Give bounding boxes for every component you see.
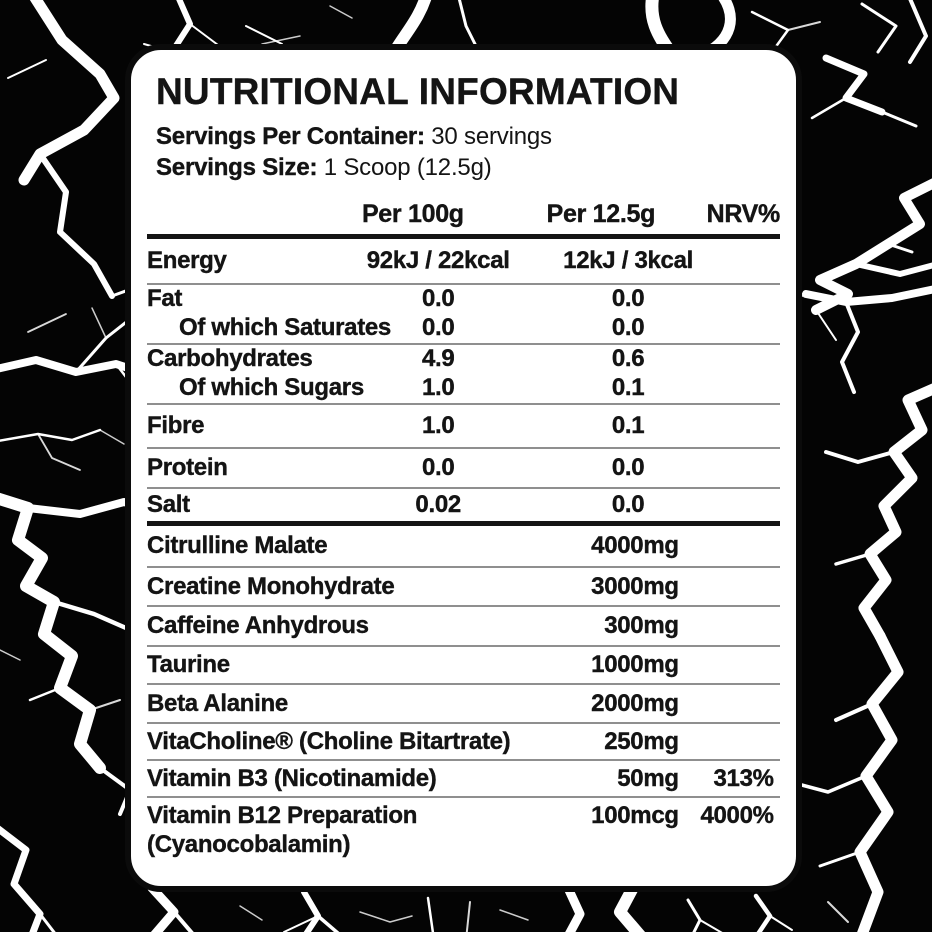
table-row-vitamin-b3 bbox=[147, 761, 780, 798]
nutrient-name: Of which Saturates bbox=[179, 314, 391, 341]
table-row-citrulline-malate bbox=[147, 526, 780, 568]
table-row-sugars bbox=[147, 373, 780, 405]
nutrient-per-100g: 1.0 bbox=[421, 412, 455, 439]
nutrient-per-100g: 0.0 bbox=[421, 314, 455, 341]
ingredient-name: Taurine bbox=[147, 651, 230, 678]
nutrient-per-100g: 0.02 bbox=[415, 491, 461, 518]
table-row-beta-alanine bbox=[147, 685, 780, 724]
column-header-nrv: NRV% bbox=[706, 199, 780, 228]
nutrition-label-card bbox=[125, 44, 802, 892]
table-row-protein bbox=[147, 449, 780, 489]
ingredient-name: Vitamin B3 (Nicotinamide) bbox=[147, 764, 437, 792]
nutrient-name: Of which Sugars bbox=[179, 374, 364, 401]
nutrient-name: Fibre bbox=[147, 412, 205, 439]
nutrient-per-serving: 0.0 bbox=[611, 491, 645, 518]
nutrient-per-100g: 0.0 bbox=[421, 285, 455, 312]
nutrient-per-serving: 0.0 bbox=[611, 285, 645, 312]
ingredient-nrv: 313% bbox=[713, 764, 774, 792]
table-row-fibre bbox=[147, 405, 780, 449]
ingredient-name: VitaCholine® (Choline Bitartrate) bbox=[147, 727, 511, 755]
nutrient-per-100g: 1.0 bbox=[421, 374, 455, 401]
nutrient-name: Fat bbox=[147, 285, 183, 312]
ingredient-name: Vitamin B12 Preparation (Cyanocobalamin) bbox=[147, 802, 418, 858]
table-row-fat bbox=[147, 285, 780, 313]
table-row-caffeine-anhydrous bbox=[147, 607, 780, 647]
ingredient-amount: 250mg bbox=[604, 727, 679, 755]
ingredient-amount: 50mg bbox=[617, 764, 679, 792]
table-row-creatine-monohydrate bbox=[147, 568, 780, 607]
table-row-vitacholine bbox=[147, 724, 780, 761]
nutrient-per-serving: 0.6 bbox=[611, 345, 645, 372]
ingredient-amount: 3000mg bbox=[591, 572, 679, 600]
page-title: NUTRITIONAL INFORMATION bbox=[156, 71, 680, 112]
ingredient-nrv: 4000% bbox=[700, 802, 774, 829]
ingredient-amount: 2000mg bbox=[591, 689, 679, 717]
nutrition-table bbox=[147, 194, 780, 860]
ingredient-amount: 100mcg bbox=[591, 802, 679, 829]
nutrient-per-serving: 0.0 bbox=[611, 314, 645, 341]
nutrient-per-serving: 12kJ / 3kcal bbox=[563, 247, 694, 274]
nutrient-per-100g: 92kJ / 22kcal bbox=[366, 247, 510, 274]
nutrient-per-serving: 0.1 bbox=[611, 412, 645, 439]
serving-size-label: Servings Size: bbox=[156, 154, 318, 181]
ingredient-amount: 4000mg bbox=[591, 532, 679, 559]
table-row-saturates bbox=[147, 313, 780, 345]
column-header-per-serving: Per 12.5g bbox=[546, 199, 656, 228]
column-header-per-100g: Per 100g bbox=[361, 199, 464, 228]
ingredient-name: Creatine Monohydrate bbox=[147, 572, 395, 600]
servings-per-container-line bbox=[156, 122, 780, 152]
ingredient-name: Caffeine Anhydrous bbox=[147, 612, 369, 639]
label-header bbox=[147, 72, 780, 184]
nutrient-name: Carbohydrates bbox=[147, 345, 313, 372]
nutrient-per-100g: 4.9 bbox=[421, 345, 455, 372]
nutrient-name: Protein bbox=[147, 454, 228, 481]
nutrient-name: Energy bbox=[147, 247, 227, 274]
nutrient-name: Salt bbox=[147, 491, 190, 518]
table-row-salt bbox=[147, 489, 780, 526]
table-row-vitamin-b12 bbox=[147, 798, 780, 860]
nutrient-per-serving: 0.0 bbox=[611, 454, 645, 481]
ingredient-name: Citrulline Malate bbox=[147, 532, 328, 559]
ingredient-amount: 1000mg bbox=[591, 651, 679, 678]
ingredient-amount: 300mg bbox=[604, 612, 679, 639]
serving-size-value: 1 Scoop (12.5g) bbox=[323, 154, 492, 181]
nutrient-per-serving: 0.1 bbox=[611, 374, 645, 401]
table-header-row bbox=[147, 194, 780, 239]
nutrient-per-100g: 0.0 bbox=[421, 454, 455, 481]
serving-size-line bbox=[156, 152, 780, 184]
servings-per-container-value: 30 servings bbox=[431, 123, 552, 150]
table-row-energy bbox=[147, 239, 780, 285]
ingredient-name: Beta Alanine bbox=[147, 689, 288, 717]
servings-per-container-label: Servings Per Container: bbox=[156, 123, 425, 150]
table-row-carbohydrates bbox=[147, 345, 780, 373]
table-row-taurine bbox=[147, 647, 780, 685]
